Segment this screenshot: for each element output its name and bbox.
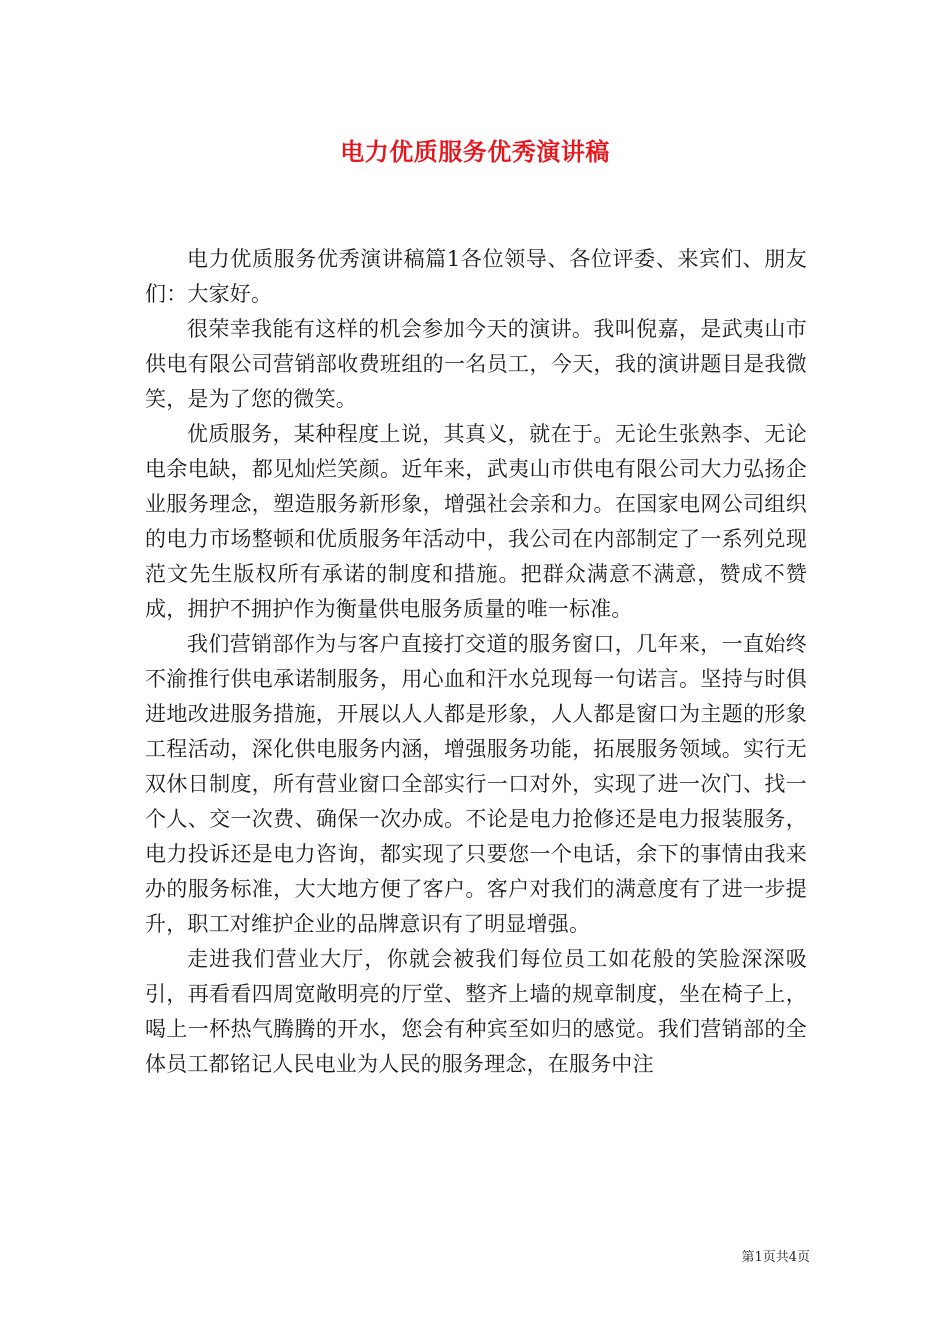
page-number: 第1页共4页 xyxy=(741,1250,810,1265)
paragraph-3: 优质服务，某种程度上说，其真义，就在于。无论生张熟李、无论电余电缺，都见灿烂笑颜。近年来，武夷山市供电有限公司大力弘扬企业服务理念，塑造服务新形象，增强社会亲和力。在国家电网公司组织的电力市场整顿和优质服务年活动中，我公司在内部制定了一系列兑现范文先生版权所有承诺的制度和措施。把群众满意不满意，赞成不赞成，拥护不拥护作为衡量供电服务质量的唯一标准。 xyxy=(145,422,807,621)
document-title: 电力优质服务优秀演讲稿 xyxy=(340,137,610,166)
paragraph-1: 电力优质服务优秀演讲稿篇1各位领导、各位评委、来宾们、朋友们：大家好。 xyxy=(145,247,807,306)
paragraph-5: 走进我们营业大厅，你就会被我们每位员工如花般的笑脸深深吸引，再看看四周宽敞明亮的厅堂、整齐上墙的规章制度，坐在椅子上，喝上一杯热气腾腾的开水，您会有种宾至如归的感觉。我们营销部的全体员工都铭记人民电业为人民的服务理念，在服务中注 xyxy=(145,947,807,1076)
document-body xyxy=(145,242,807,1082)
paragraph-2: 很荣幸我能有这样的机会参加今天的演讲。我叫倪嘉，是武夷山市供电有限公司营销部收费班组的一名员工，今天，我的演讲题目是我微笑，是为了您的微笑。 xyxy=(145,317,807,411)
paragraph-4: 我们营销部作为与客户直接打交道的服务窗口，几年来，一直始终不渝推行供电承诺制服务，用心血和汗水兑现每一句诺言。坚持与时俱进地改进服务措施，开展以人人都是形象，人人都是窗口为主题的形象工程活动，深化供电服务内涵，增强服务功能，拓展服务领域。实行无双休日制度，所有营业窗口全部实行一口对外，实现了进一次门、找一个人、交一次费、确保一次办成。不论是电力抢修还是电力报装服务，电力投诉还是电力咨询，都实现了只要您一个电话，余下的事情由我来办的服务标准，大大地方便了客户。客户对我们的满意度有了进一步提升，职工对维护企业的品牌意识有了明显增强。 xyxy=(145,632,807,936)
